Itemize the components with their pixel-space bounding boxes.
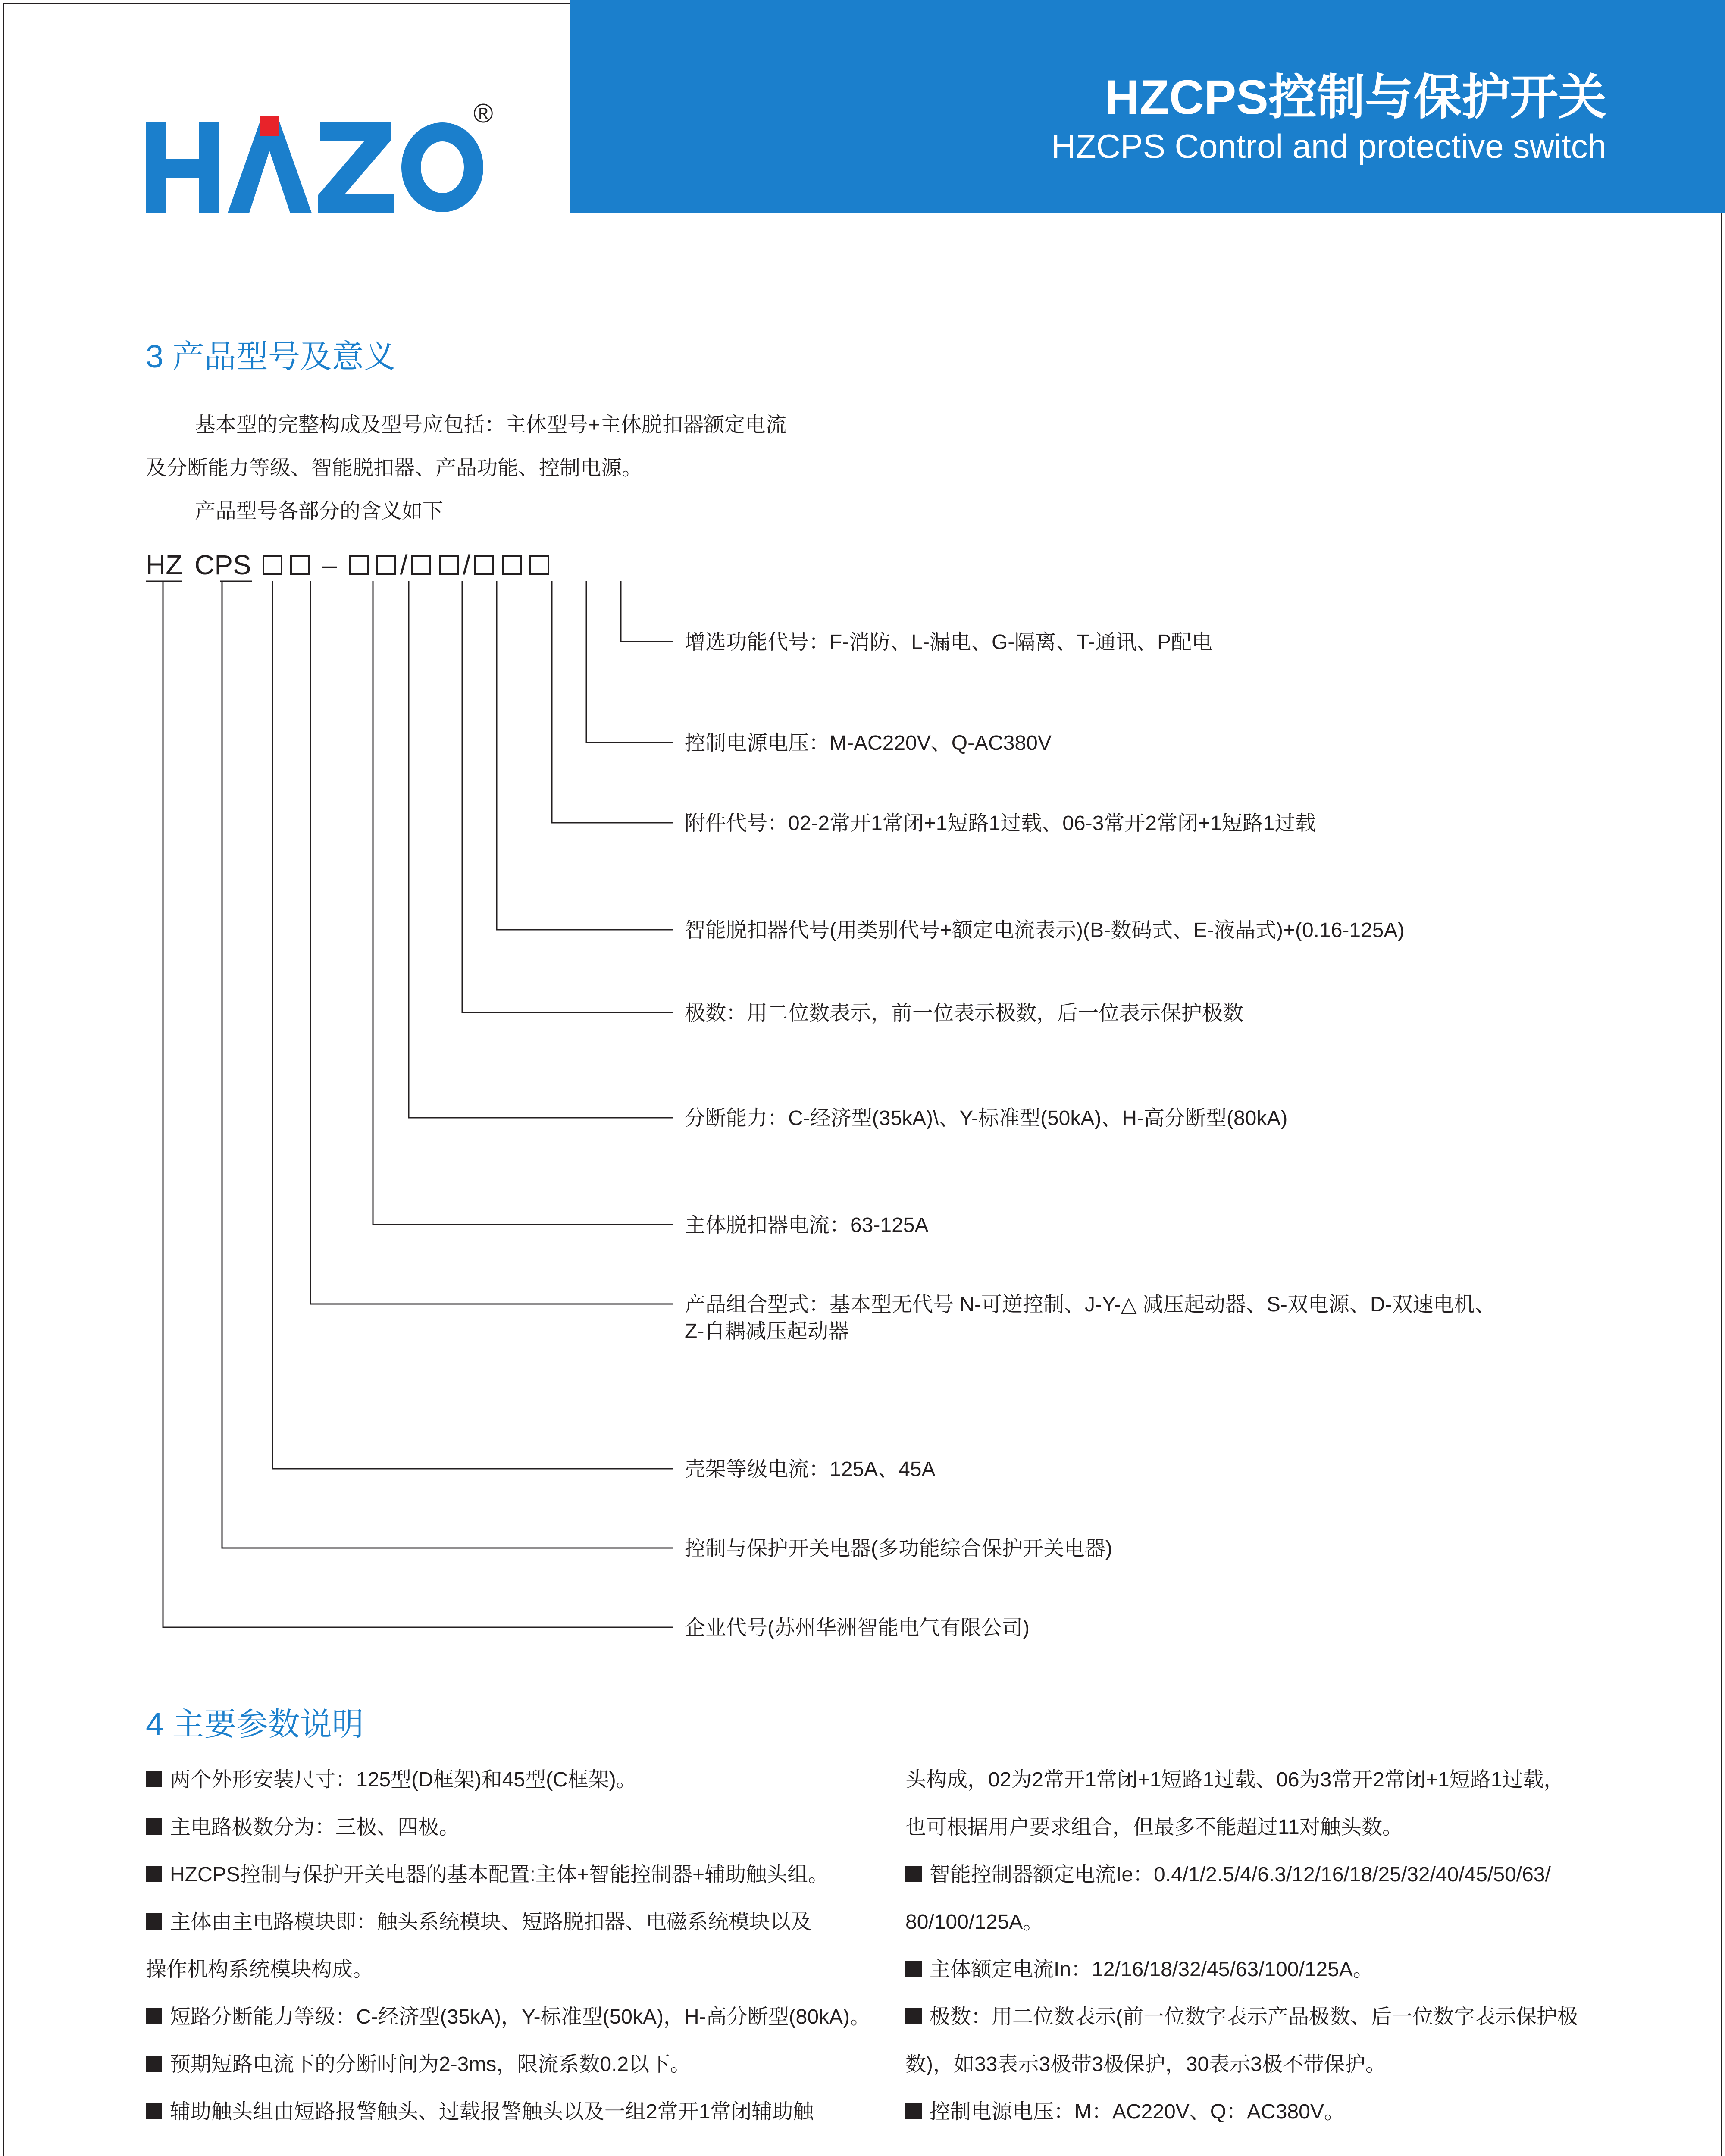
model-code-cps: CPS: [194, 549, 251, 580]
legend-breaking-capacity: 分断能力：C-经济型(35kA)\、Y-标准型(50kA)、H-高分断型(80kA): [685, 1107, 1288, 1130]
bullet-square: [905, 1866, 922, 1882]
param-right-5-cont: 数)，如33表示3极带3极保护，30表示3极不带保护。: [905, 2053, 1386, 2076]
legend-control-voltage: 控制电源电压：M-AC220V、Q-AC380V: [685, 732, 1052, 755]
param-right-6: [905, 2102, 1345, 2122]
param-left-1: [146, 1770, 637, 1790]
bullet-square: [146, 2056, 162, 2072]
legend-pole-count: 极数：用二位数表示，前一位表示极数，后一位表示保护极数: [685, 1002, 1244, 1025]
bullet-square: [146, 1913, 162, 1930]
param-left-6: [146, 2054, 691, 2075]
section3-title: 3 产品型号及意义: [146, 338, 396, 374]
param-left-1-text: 两个外形安装尺寸：125型(D框架)和45型(C框架)。: [170, 1768, 637, 1791]
legend-product-type: 控制与保护开关电器(多功能综合保护开关电器): [685, 1537, 1112, 1560]
param-left-4: [146, 1912, 811, 1933]
param-left-2-text: 主电路极数分为：三极、四极。: [170, 1816, 460, 1839]
legend-company-code: 企业代号(苏州华洲智能电气有限公司): [685, 1617, 1030, 1639]
param-left-6-text: 预期短路电流下的分断时间为2-3ms，限流系数0.2以下。: [170, 2053, 691, 2076]
param-left-4-cont: 操作机构系统模块构成。: [146, 1958, 374, 1981]
section3-intro-line2: 及分断能力等级、智能脱扣器、产品功能、控制电源。: [146, 457, 643, 479]
param-left-4-text: 主体由主电路模块即：触头系统模块、短路脱扣器、电磁系统模块以及: [170, 1911, 812, 1934]
bullet-square: [905, 2103, 922, 2119]
param-right-1-cont: 头构成，02为2常开1常闭+1短路1过载、06为3常开2常闭+1短路1过载，: [905, 1768, 1565, 1791]
section3-intro-line1: 基本型的完整构成及型号应包括：主体型号+主体脱扣器额定电流: [195, 414, 787, 436]
legend-accessory-code: 附件代号：02-2常开1常闭+1短路1过载、06-3常开2常闭+1短路1过载: [685, 812, 1316, 835]
bullet-square: [146, 2008, 162, 2024]
param-right-5-text: 极数：用二位数表示(前一位数字表示产品极数、后一位数字表示保护极: [930, 2006, 1578, 2028]
param-left-5: [146, 2007, 870, 2028]
param-left-7-text: 辅助触头组由短路报警触头、过载报警触头以及一组2常开1常闭辅助触: [170, 2100, 814, 2123]
bullet-square: [146, 1818, 162, 1835]
section4-title: 4 主要参数说明: [146, 1706, 364, 1742]
param-right-6-text: 控制电源电压：M：AC220V、Q：AC380V。: [930, 2100, 1345, 2123]
param-right-4-text: 主体额定电流In：12/16/18/32/45/63/100/125A。: [930, 1958, 1374, 1981]
param-right-3-text: 智能控制器额定电流Ie：0.4/1/2.5/4/6.3/12/16/18/25/32/40/45/50/63/: [930, 1863, 1551, 1886]
param-right-4: [905, 1959, 1374, 1980]
param-right-5: [905, 2007, 1578, 2028]
bullet-square: [146, 1771, 162, 1787]
param-left-3-text: HZCPS控制与保护开关电器的基本配置:主体+智能控制器+辅助触头组。: [170, 1863, 829, 1886]
model-code-hz: HZ: [146, 549, 183, 580]
param-right-3-cont: 80/100/125A。: [905, 1911, 1044, 1934]
legend-combination-type: 产品组合型式：基本型无代号 N-可逆控制、J-Y-△ 减压起动器、S-双电源、D-双速电机、: [685, 1293, 1496, 1316]
header-title-en: HZCPS Control and protective switch: [1051, 127, 1606, 165]
param-right-3: [905, 1865, 1551, 1885]
param-left-3: [146, 1865, 829, 1885]
model-code-slash-2: /: [463, 549, 471, 580]
registered-mark: ®: [473, 99, 493, 128]
bullet-square: [146, 1866, 162, 1882]
param-right-2-cont: 也可根据用户要求组合，但最多不能超过11对触头数。: [905, 1816, 1403, 1839]
legend-combination-type-cont: Z-自耦减压起动器: [685, 1320, 849, 1343]
param-left-2: [146, 1817, 460, 1838]
legend-smart-trip-unit: 智能脱扣器代号(用类别代号+额定电流表示)(B-数码式、E-液晶式)+(0.16-125A): [685, 919, 1405, 942]
section3-intro-line3: 产品型号各部分的含义如下: [195, 500, 444, 523]
param-left-5-text: 短路分断能力等级：C-经济型(35kA)，Y-标准型(50kA)，H-高分断型(80kA)。: [170, 2006, 871, 2028]
model-code-slash-1: /: [400, 549, 408, 580]
bullet-square: [146, 2103, 162, 2119]
param-left-7: [146, 2102, 814, 2122]
header-title-zh: HZCPS控制与保护开关: [1105, 70, 1606, 124]
legend-optional-function: 增选功能代号：F-消防、L-漏电、G-隔离、T-通讯、P配电: [685, 631, 1212, 654]
legend-frame-current: 壳架等级电流：125A、45A: [685, 1458, 936, 1481]
bullet-square: [905, 1961, 922, 1977]
bullet-square: [905, 2008, 922, 2024]
model-code-dash: –: [322, 549, 337, 580]
legend-main-trip-current: 主体脱扣器电流：63-125A: [685, 1214, 929, 1237]
